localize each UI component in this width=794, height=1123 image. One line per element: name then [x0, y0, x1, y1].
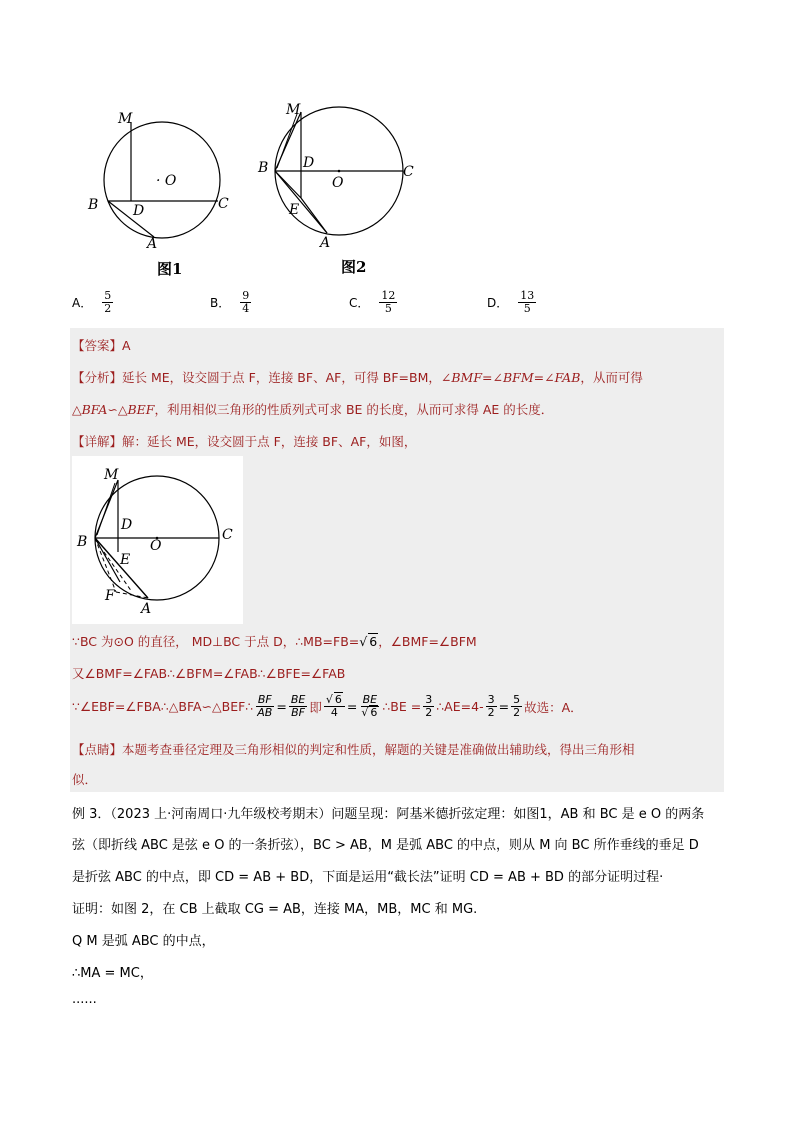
step-3d: 故选：A．: [524, 699, 583, 715]
detail-text-1: 解：延长 ME，设交圆于点 F，连接 BF、AF，如图，: [122, 434, 417, 449]
fig1-label-o: · O: [156, 173, 177, 189]
example3-line-7: ......: [72, 992, 97, 1007]
fig3-label-a: A: [141, 601, 152, 617]
figure-1-label: 图1: [157, 260, 183, 278]
figure-3: [72, 456, 243, 624]
fig1-label-a: A: [147, 236, 158, 252]
step-2: [72, 664, 345, 682]
step-1a: ∵BC 为⊙O 的直径， MD⊥BC 于点 D，∴MB=FB=: [72, 634, 360, 649]
fig3-label-m: M: [104, 467, 119, 483]
step-3-frac-6-den: 2: [487, 706, 495, 719]
fig1-label-m: M: [118, 111, 133, 127]
option-d-letter: D．: [487, 296, 509, 310]
example3-line-6: ∴MA = MC，: [72, 966, 153, 981]
example3-line-5: Q M 是弧 ABC 的中点，: [72, 934, 215, 949]
example3-line-3: 是折弦 ABC 的中点，即 CD = AB + BD，下面是运用“截长法”证明 CD = AB + BD 的部分证明过程·: [72, 870, 664, 885]
option-b: [210, 290, 253, 315]
step-3-frac-2-den: BF: [291, 706, 306, 719]
answer-line: [72, 336, 131, 354]
fig2-label-c: C: [403, 164, 414, 180]
option-b-fraction: [240, 290, 251, 315]
comment-line-2: [72, 770, 97, 788]
analysis-text-1c: ，从而可得: [580, 370, 643, 385]
option-a-letter: A．: [72, 296, 93, 310]
step-3-frac-2-num: BE: [290, 693, 306, 706]
comment-text-1: 本题考查垂径定理及三角形相似的判定和性质，解题的关键是准确做出辅助线，得出三角形相: [122, 742, 635, 757]
option-d-fraction: [518, 290, 536, 315]
analysis-text-2a: △BFA∽△BEF: [72, 402, 155, 417]
step-3-frac-3-den: 4: [330, 706, 338, 719]
fig3-label-b: B: [77, 534, 88, 550]
fig2-label-b: B: [258, 160, 269, 176]
detail-line-1: [72, 432, 416, 450]
analysis-text-2b: ，利用相似三角形的性质列式可求 BE 的长度，从而可求得 AE 的长度．: [154, 402, 554, 417]
option-c: [349, 290, 399, 315]
option-c-den: 5: [384, 302, 392, 315]
fig3-label-f: F: [105, 588, 115, 604]
option-d-num: 13: [520, 289, 535, 302]
fig3-label-d: D: [121, 517, 133, 533]
step-1-sqrt: 6: [369, 634, 378, 649]
figure-2-label: 图2: [341, 258, 367, 276]
detail-tag: 【详解】: [72, 434, 123, 449]
answer-tag: 【答案】: [72, 338, 123, 353]
option-b-den: 4: [242, 302, 250, 315]
comment-text-2: 似．: [72, 772, 98, 787]
option-d: [487, 290, 538, 315]
step-3-frac-4-den: 6: [370, 706, 378, 719]
option-c-letter: C．: [349, 296, 370, 310]
step-3-frac-2: [289, 694, 308, 719]
example3-line-2: 弦（即折线 ABC 是弦 e O 的一条折弦），BC > AB，M 是弧 ABC 的中点，则从 M 向 BC 所作垂线的垂足 D: [72, 838, 699, 853]
step-3-frac-7: [511, 694, 522, 719]
figure-2: [255, 98, 425, 253]
comment-line-1: [72, 740, 635, 758]
step-3-frac-6-num: 3: [487, 693, 495, 706]
step-3-frac-6: [486, 694, 497, 719]
analysis-tag: 【分析】: [72, 370, 123, 385]
step-1b: ，∠BMF=∠BFM: [378, 634, 477, 649]
step-3-frac-5-num: 3: [425, 693, 433, 706]
analysis-line-2: [72, 400, 553, 418]
analysis-text-1a: 延长 ME，设交圆于点 F，连接 BF、AF，可得 BF=BM，: [122, 370, 441, 385]
step-1: ∵BC 为⊙O 的直径， MD⊥BC 于点 D，∴MB=FB=√ 6，∠BMF=∠BFM: [72, 634, 477, 649]
analysis-text-1b: ∠BMF=∠BFM=∠FAB: [440, 370, 581, 385]
step-3-frac-4-den-wrap: √ 6: [361, 706, 378, 719]
fig3-label-e: E: [120, 552, 131, 568]
analysis-line-1: [72, 368, 643, 386]
step-3-frac-1: [255, 694, 274, 719]
fig1-label-c: C: [218, 196, 229, 212]
step-3-frac-5-den: 2: [425, 706, 433, 719]
figure-1: [80, 106, 240, 256]
option-c-num: 12: [381, 289, 396, 302]
fig3-label-o: O: [150, 538, 162, 554]
step-3b: ∴BE =: [382, 699, 422, 714]
option-b-num: 9: [242, 289, 250, 302]
step-3-frac-1-num: BF: [257, 693, 272, 706]
fig1-label-d: D: [133, 203, 145, 219]
option-b-letter: B．: [210, 296, 231, 310]
option-d-den: 5: [523, 302, 531, 315]
step-3: ∵∠EBF=∠FBA∴△BFA∽△BEF∴ $\frac{BF}{AB}$ = $\frac{BE}{BF}$ 即 $\frac{√ 6}{4}$ = $\frac{BE}{√ 6}$ ∴BE = $\frac{3}{2}$ ∴AE=4- $\frac{3}{2}$ = $\frac{5}{2}$ 故选：A．: [72, 693, 583, 719]
option-c-fraction: [379, 290, 397, 315]
step-3-frac-3-num-wrap: √ 6: [324, 694, 345, 707]
comment-tag: 【点睛】: [72, 742, 123, 757]
option-a-den: 2: [104, 302, 112, 315]
fig2-label-a: A: [320, 235, 331, 251]
fig1-label-b: B: [88, 197, 99, 213]
step-3-frac-7-den: 2: [513, 706, 521, 719]
fig2-label-o: O: [332, 175, 344, 191]
step-3-frac-1-den: AB: [257, 706, 273, 719]
step-3-frac-3: [324, 694, 345, 719]
option-a-fraction: [102, 290, 113, 315]
option-a-num: 5: [104, 289, 112, 302]
step-2-text: 又∠BMF=∠FAB∴∠BFM=∠FAB∴∠BFE=∠FAB: [72, 666, 346, 681]
fig2-label-m: M: [286, 102, 301, 118]
answer-value: A: [122, 338, 131, 353]
step-3-ji: 即: [309, 699, 322, 715]
step-3a: ∵∠EBF=∠FBA∴△BFA∽△BEF∴: [72, 699, 254, 714]
fig3-label-c: C: [222, 527, 233, 543]
step-3-frac-4: [359, 694, 380, 719]
step-3-frac-7-num: 5: [513, 693, 521, 706]
option-a: [72, 290, 115, 315]
step-3-frac-4-num: BE: [362, 693, 378, 706]
step-3-eq: =: [276, 699, 287, 714]
fig2-label-e: E: [289, 202, 300, 218]
example3-line-4: 证明：如图 2，在 CB 上截取 CG = AB，连接 MA，MB，MC 和 MG.: [72, 902, 478, 917]
step-3-frac-3-num: 6: [334, 693, 342, 706]
step-3-frac-5: [423, 694, 434, 719]
fig2-label-d: D: [303, 155, 315, 171]
example3-line-1: 例 3．（2023 上·河南周口·九年级校考期末）问题呈现：阿基米德折弦定理：如图1，AB 和 BC 是 e O 的两条: [72, 807, 705, 822]
step-3c: ∴AE=4-: [436, 699, 484, 714]
